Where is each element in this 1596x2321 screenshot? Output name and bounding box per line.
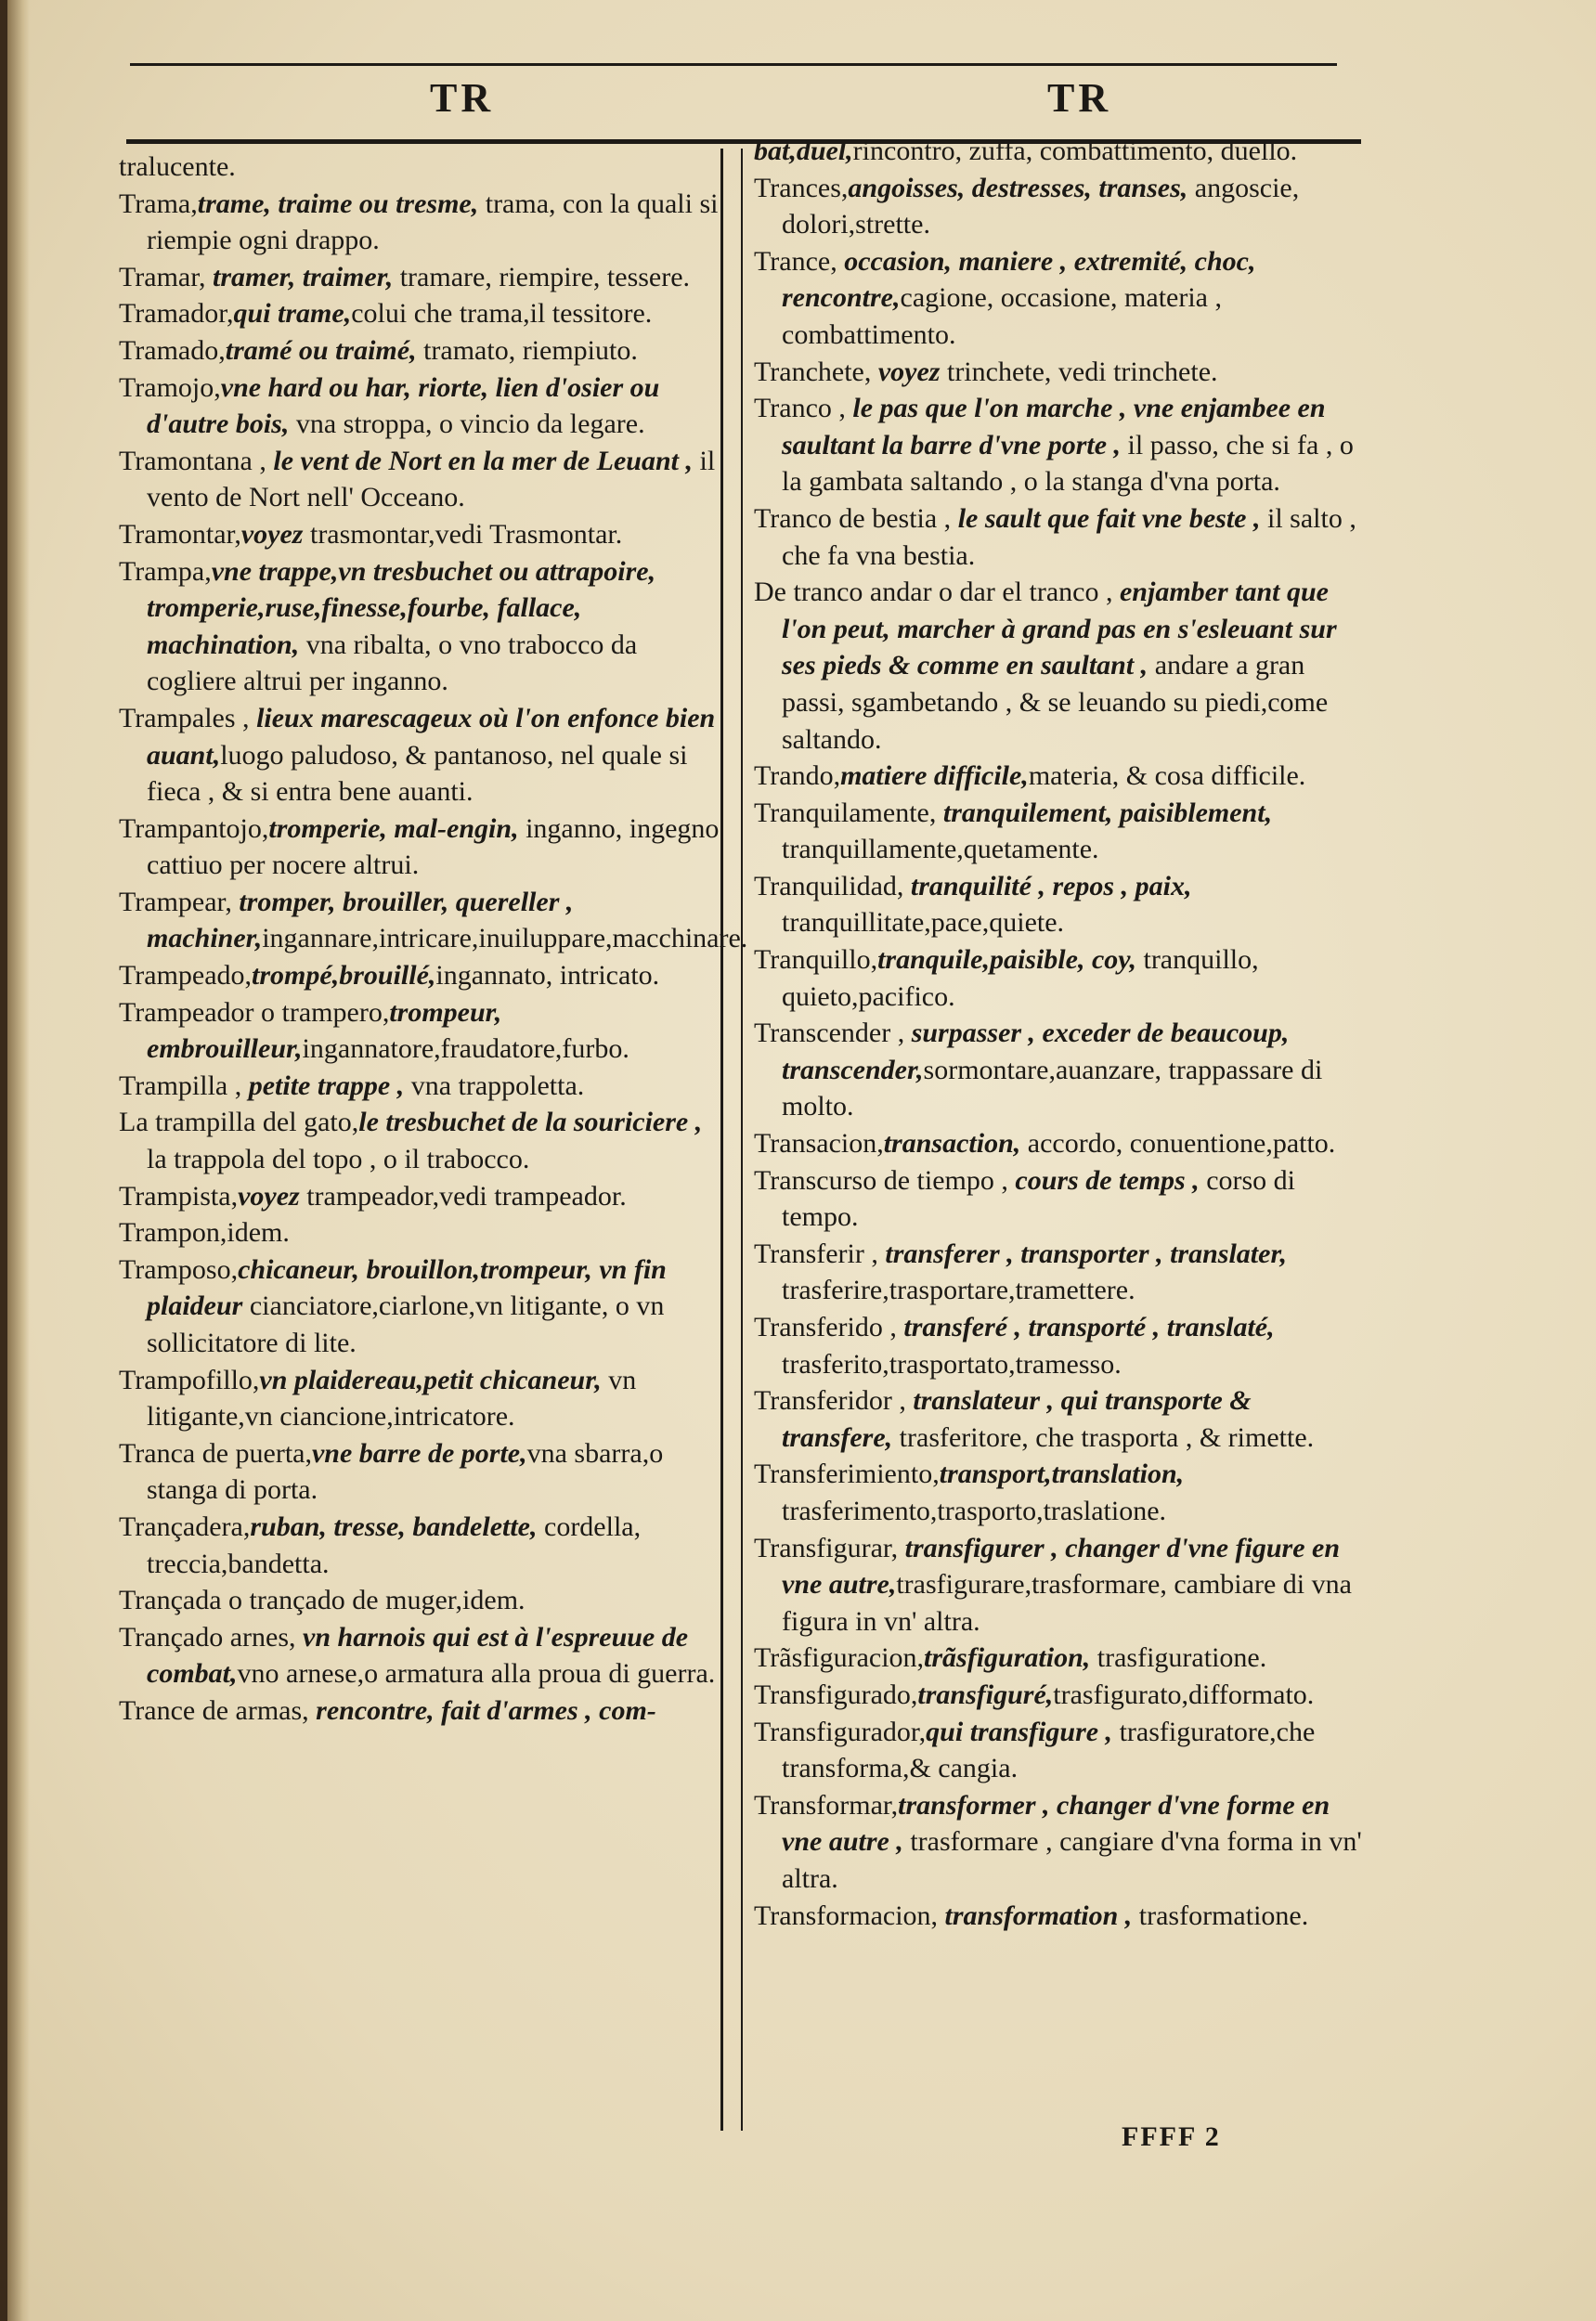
french-gloss: angoisses, destresses, transes, bbox=[848, 172, 1188, 203]
italian-gloss: trama, con la quali si riempie ogni drappo. bbox=[147, 188, 719, 256]
dictionary-entry bbox=[119, 1251, 722, 1362]
headword: Trampilla , bbox=[119, 1070, 242, 1101]
dictionary-entry bbox=[754, 795, 1363, 868]
italian-gloss: vna ribalta, o vno trabocco da cogliere altrui per inganno. bbox=[147, 629, 638, 697]
italian-gloss: colui che trama,il tessitore. bbox=[351, 298, 653, 330]
italian-gloss: luogo paludoso, & pantanoso, nel quale si fieca , & si entra bene auanti. bbox=[147, 739, 688, 808]
dictionary-entry bbox=[119, 1214, 722, 1251]
dictionary-entry bbox=[119, 1178, 722, 1215]
dictionary-entry bbox=[754, 1530, 1363, 1640]
headword: Transfigurar, bbox=[754, 1532, 899, 1563]
column-divider-inner bbox=[741, 149, 743, 2131]
dictionary-entry bbox=[119, 957, 722, 994]
headword: Trampon,idem. bbox=[119, 1217, 290, 1249]
italian-gloss: trasmontar,vedi Trasmontar. bbox=[303, 518, 623, 550]
dictionary-entry bbox=[119, 332, 722, 370]
italian-gloss: vna trappoletta. bbox=[404, 1070, 585, 1101]
dictionary-entry bbox=[119, 1582, 722, 1619]
dictionary-entry bbox=[754, 1382, 1363, 1456]
dictionary-entry bbox=[119, 443, 722, 516]
headword: La trampilla del gato, bbox=[119, 1107, 359, 1138]
dictionary-entry bbox=[754, 1125, 1363, 1162]
french-gloss: trãsfiguration, bbox=[924, 1642, 1091, 1674]
dictionary-entry bbox=[754, 390, 1363, 500]
dictionary-entry bbox=[119, 1619, 722, 1692]
french-gloss: qui transfigure , bbox=[926, 1716, 1113, 1747]
french-gloss: enjamber tant que l'on peut, marcher à grand pas en s'esleuant sur ses pieds & comme en saultant , bbox=[782, 577, 1337, 681]
header-rule-top bbox=[130, 63, 1337, 66]
dictionary-entry bbox=[119, 553, 722, 700]
headword: De tranco andar o dar el tranco , bbox=[754, 577, 1113, 608]
headword: Trampofillo, bbox=[119, 1364, 260, 1395]
french-gloss: chicaneur, brouillon,trompeur, vn fin plaideur bbox=[147, 1253, 667, 1322]
headword: Tramposo, bbox=[119, 1253, 239, 1285]
french-gloss: vne barre de porte, bbox=[311, 1437, 527, 1469]
italian-gloss: trasferire,trasportare,tramettere. bbox=[782, 1275, 1135, 1306]
headword: Trance, bbox=[754, 245, 837, 277]
italian-gloss: vna sbarra,o stanga di porta. bbox=[147, 1437, 664, 1506]
headword: Trampista, bbox=[119, 1180, 239, 1212]
headword: Tranquilamente, bbox=[754, 797, 937, 828]
dictionary-entry bbox=[119, 149, 722, 186]
italian-gloss: tralucente. bbox=[119, 151, 236, 182]
headword: Tramontana , bbox=[119, 445, 266, 476]
headword: Transacion, bbox=[754, 1128, 884, 1160]
french-gloss: occasion, maniere , extremité, choc, rencontre, bbox=[782, 245, 1256, 314]
french-gloss: tromper, brouiller, quereller , machiner, bbox=[147, 886, 574, 954]
headword: Tramador, bbox=[119, 298, 234, 330]
headword: Tramado, bbox=[119, 334, 226, 366]
dictionary-entry bbox=[754, 758, 1363, 795]
headword: Transformacion, bbox=[754, 1900, 939, 1931]
french-gloss: qui trame, bbox=[233, 298, 352, 330]
dictionary-entry bbox=[119, 1104, 722, 1177]
italian-gloss: ingannato, intricato. bbox=[435, 960, 660, 992]
italian-gloss: materia, & cosa difficile. bbox=[1028, 760, 1306, 792]
headword: Tramar, bbox=[119, 261, 206, 292]
dictionary-entry bbox=[754, 1162, 1363, 1236]
french-gloss: voyez bbox=[871, 356, 941, 387]
italian-gloss: tranquillamente,quetamente. bbox=[782, 834, 1099, 865]
dictionary-entry bbox=[754, 133, 1363, 170]
headword: Trançado arnes, bbox=[119, 1621, 296, 1653]
french-gloss: ruban, tresse, bandelette, bbox=[250, 1511, 538, 1542]
french-gloss: transferer , transporter , translater, bbox=[877, 1238, 1287, 1269]
dictionary-entry bbox=[754, 1015, 1363, 1125]
headword: Tramojo, bbox=[119, 371, 221, 403]
italian-gloss: vn litigante,vn ciancione,intricatore. bbox=[147, 1364, 637, 1433]
french-gloss: surpasser , exceder de beaucoup, transcender, bbox=[782, 1018, 1290, 1085]
french-gloss: tranquilement, paisiblement, bbox=[936, 797, 1273, 828]
headword: Trampa, bbox=[119, 555, 212, 587]
french-gloss: tramer, traimer, bbox=[205, 261, 394, 292]
headword: Tranquillo, bbox=[754, 944, 878, 976]
french-gloss: lieux marescageux où l'on enfonce bien auant, bbox=[147, 702, 716, 771]
headword: Transfigurador, bbox=[754, 1716, 927, 1747]
running-header-left: TR bbox=[430, 75, 495, 121]
headword: Trampeado, bbox=[119, 960, 253, 992]
headword: Trampear, bbox=[119, 886, 232, 917]
headword: Trances, bbox=[754, 172, 849, 203]
dictionary-entry bbox=[754, 354, 1363, 391]
italian-gloss: andare a gran passi, sgambetando , & se leuando su piedi,come saltando. bbox=[782, 650, 1329, 755]
french-gloss: transformer , changer d'vne forme en vne autre , bbox=[782, 1789, 1330, 1858]
headword: Tranco de bestia , bbox=[754, 502, 952, 534]
dictionary-entry bbox=[754, 1714, 1363, 1787]
french-gloss: transport,translation, bbox=[939, 1459, 1185, 1490]
italian-gloss: trasfigurato,difformato. bbox=[1053, 1679, 1315, 1710]
headword: Transcurso de tiempo , bbox=[754, 1164, 1008, 1196]
french-gloss: transferé , transporté , translaté, bbox=[896, 1312, 1275, 1342]
italian-gloss: trasformatione. bbox=[1132, 1900, 1309, 1931]
headword: Transferidor , bbox=[754, 1385, 906, 1417]
italian-gloss: tramato, riempiuto. bbox=[416, 334, 638, 366]
french-gloss: tranquile,paisible, coy, bbox=[877, 944, 1136, 976]
dictionary-entry bbox=[119, 370, 722, 443]
headword: Tramontar, bbox=[119, 518, 241, 550]
italian-gloss: tranquillo, quieto,pacifico. bbox=[782, 944, 1259, 1012]
italian-gloss: trasfiguratore,che transforma,& cangia. bbox=[782, 1716, 1316, 1784]
signature-mark: FFFF 2 bbox=[1122, 2121, 1221, 2152]
italian-gloss: trasfigurare,trasformare, cambiare di vna figura in vn' altra. bbox=[782, 1569, 1352, 1637]
dictionary-entry bbox=[754, 1787, 1363, 1898]
dictionary-entry bbox=[119, 1068, 722, 1105]
headword: Tranco , bbox=[754, 393, 846, 424]
french-gloss: petite trappe , bbox=[241, 1070, 405, 1101]
running-header-right: TR bbox=[1047, 75, 1112, 121]
dictionary-entry bbox=[119, 810, 722, 884]
headword: Transferimiento, bbox=[754, 1459, 940, 1490]
italian-gloss: trasferito,trasportato,tramesso. bbox=[782, 1348, 1122, 1380]
dictionary-entry bbox=[119, 1692, 722, 1730]
french-gloss: vn plaidereau,petit chicaneur, bbox=[259, 1364, 602, 1395]
headword: Tranca de puerta, bbox=[119, 1437, 312, 1469]
french-gloss: bat,duel, bbox=[754, 136, 853, 166]
dictionary-entry bbox=[119, 516, 722, 553]
french-gloss: vne trappe,vn tresbuchet ou attrapoire, tromperie,ruse,finesse,fourbe, fallace, machination, bbox=[147, 555, 656, 660]
headword: Tranchete, bbox=[754, 356, 872, 387]
headword: Trampantojo, bbox=[119, 812, 269, 844]
french-gloss: le tresbuchet de la souriciere , bbox=[358, 1107, 703, 1138]
french-gloss: transfiguré, bbox=[917, 1679, 1054, 1710]
dictionary-entry bbox=[754, 500, 1363, 574]
italian-gloss: ingannatore,fraudatore,furbo. bbox=[302, 1033, 629, 1065]
dictionary-entry bbox=[754, 941, 1363, 1015]
dictionary-entry bbox=[119, 186, 722, 259]
italian-gloss: angoscie, dolori,strette. bbox=[782, 172, 1300, 240]
dictionary-entry bbox=[119, 295, 722, 332]
right-column bbox=[754, 133, 1363, 1934]
french-gloss: trame, traime ou tresme, bbox=[197, 188, 479, 219]
dictionary-entry bbox=[119, 1362, 722, 1435]
italian-gloss: tranquillitate,pace,quiete. bbox=[782, 907, 1065, 939]
french-gloss: tromperie, mal-engin, bbox=[268, 812, 519, 844]
dictionary-entry bbox=[754, 1309, 1363, 1382]
italian-gloss: trasformare , cangiare d'vna forma in vn' altra. bbox=[782, 1826, 1362, 1894]
headword: Transfigurado, bbox=[754, 1679, 918, 1710]
left-column bbox=[119, 149, 748, 1730]
headword: Trando, bbox=[754, 760, 841, 792]
french-gloss: vne hard ou har, riorte, lien d'osier ou d'autre bois, bbox=[147, 371, 660, 440]
dictionary-entry bbox=[754, 1898, 1363, 1935]
french-gloss: transfigurer , changer d'vne figure en vne autre, bbox=[782, 1532, 1341, 1601]
italian-gloss: cianciatore,ciarlone,vn litigante, o vn sollicitatore di lite. bbox=[147, 1290, 665, 1358]
french-gloss: tramé ou traimé, bbox=[225, 334, 417, 366]
italian-gloss: accordo, conuentione,patto. bbox=[1020, 1128, 1336, 1160]
french-gloss: le sault que fait vne beste , bbox=[951, 502, 1261, 534]
french-gloss: trompé,brouillé, bbox=[252, 960, 436, 992]
dictionary-entry bbox=[119, 700, 722, 810]
dictionary-entry bbox=[754, 170, 1363, 243]
italian-gloss: vno arnese,o armatura alla proua di guerra. bbox=[237, 1658, 716, 1690]
dictionary-entry bbox=[754, 1640, 1363, 1677]
italian-gloss: trasfiguratione. bbox=[1090, 1642, 1267, 1674]
headword: Trance de armas, bbox=[119, 1694, 309, 1726]
headword: Tranquilidad, bbox=[754, 870, 904, 901]
dictionary-entry bbox=[119, 994, 722, 1068]
italian-gloss: sormontare,auanzare, trappassare di molto. bbox=[782, 1054, 1323, 1122]
italian-gloss: trasferimento,trasporto,traslatione. bbox=[782, 1495, 1167, 1526]
headword: Trançada o trançado de muger,idem. bbox=[119, 1585, 526, 1616]
italian-gloss: il salto , che fa vna bestia. bbox=[782, 502, 1356, 571]
dictionary-entry bbox=[754, 1677, 1363, 1714]
french-gloss: rencontre, fait d'armes , com- bbox=[308, 1694, 656, 1726]
headword: Trampales , bbox=[119, 702, 250, 733]
headword: Transferir , bbox=[754, 1238, 878, 1269]
french-gloss: transformation , bbox=[938, 1900, 1133, 1931]
italian-gloss: rincontro, zuffa, combattimento, duello. bbox=[852, 136, 1298, 166]
italian-gloss: trasferitore, che trasporta , & rimette. bbox=[892, 1421, 1315, 1453]
french-gloss: translateur , qui transporte & transfere, bbox=[782, 1385, 1252, 1453]
french-gloss: le vent de Nort en la mer de Leuant , bbox=[266, 445, 694, 476]
italian-gloss: vna stroppa, o vincio da legare. bbox=[289, 408, 645, 440]
italian-gloss: il vento de Nort nell' Occeano. bbox=[147, 445, 716, 513]
french-gloss: voyez bbox=[238, 1180, 300, 1212]
french-gloss: transaction, bbox=[883, 1128, 1021, 1160]
headword: Trama, bbox=[119, 188, 198, 219]
dictionary-entry bbox=[754, 1456, 1363, 1529]
headword: Transcender , bbox=[754, 1018, 905, 1049]
italian-gloss: tramare, riempire, tessere. bbox=[393, 261, 691, 292]
headword: Trãsfiguracion, bbox=[754, 1642, 925, 1674]
headword: Trampeador o trampero, bbox=[119, 996, 390, 1028]
headword: Transformar, bbox=[754, 1789, 899, 1821]
french-gloss: tranquilité , repos , paix, bbox=[903, 870, 1192, 901]
french-gloss: voyez bbox=[240, 518, 304, 550]
dictionary-entry bbox=[119, 1435, 722, 1509]
dictionary-entry bbox=[754, 243, 1363, 354]
italian-gloss: il passo, che si fa , o la gambata saltando , o la stanga d'vna porta. bbox=[782, 429, 1354, 498]
french-gloss: trompeur, embrouilleur, bbox=[147, 996, 502, 1065]
french-gloss: vn harnois qui est à l'espreuue de combat, bbox=[147, 1621, 689, 1690]
dictionary-entry bbox=[119, 259, 722, 296]
dictionary-entry bbox=[754, 574, 1363, 758]
french-gloss: cours de temps , bbox=[1007, 1164, 1200, 1196]
italian-gloss: trampeador,vedi trampeador. bbox=[299, 1180, 627, 1212]
french-gloss: le pas que l'on marche , vne enjambee en saultant la barre d'vne porte , bbox=[782, 393, 1326, 460]
dictionary-page bbox=[7, 0, 1596, 2321]
italian-gloss: cagione, occasione, materia , combattimento. bbox=[782, 282, 1222, 350]
dictionary-entry bbox=[119, 884, 748, 957]
dictionary-entry bbox=[754, 868, 1363, 941]
dictionary-entry bbox=[754, 1236, 1363, 1309]
italian-gloss: la trappola del topo , o il trabocco. bbox=[147, 1144, 530, 1175]
italian-gloss: inganno, ingegno cattiuo per nocere altrui. bbox=[147, 812, 720, 881]
italian-gloss: cordella, treccia,bandetta. bbox=[147, 1511, 642, 1579]
dictionary-entry bbox=[119, 1509, 722, 1582]
italian-gloss: trinchete, vedi trinchete. bbox=[940, 356, 1218, 387]
page-binding-shadow bbox=[7, 0, 30, 2321]
italian-gloss: corso di tempo. bbox=[782, 1164, 1296, 1233]
headword: Transferido , bbox=[754, 1312, 897, 1342]
french-gloss: matiere difficile, bbox=[840, 760, 1029, 792]
headword: Trançadera, bbox=[119, 1511, 251, 1542]
italian-gloss: ingannare,intricare,inuiluppare,macchinare. bbox=[262, 923, 748, 954]
